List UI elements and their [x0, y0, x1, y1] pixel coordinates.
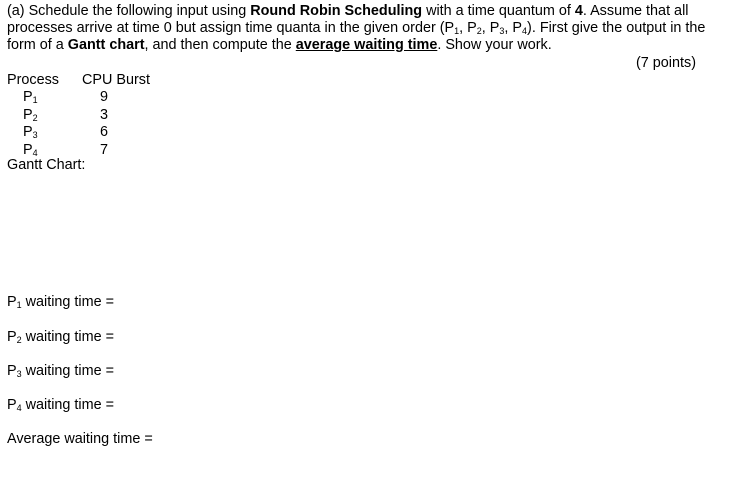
p2-waiting-time: $P_2$ waiting time = — [7, 329, 115, 345]
question-mid2: . Assume that all processes arrive at time 0 but assign time quanta in the given order (P — [7, 3, 689, 36]
table-header — [7, 72, 150, 89]
question-mid3: ). First give the output in the form of a — [7, 20, 706, 53]
process-name: $P_4$ — [23, 141, 38, 158]
cpu-burst-value: 3 — [100, 106, 109, 123]
points-label: (7 points) — [636, 55, 696, 71]
question-mid4: , and then compute the — [144, 37, 296, 53]
average-waiting-time: Average waiting time = — [7, 431, 153, 447]
cpu-burst-value: 9 — [100, 89, 109, 105]
order-sub-1: 1 — [454, 26, 460, 36]
order-sub-2: 2 — [476, 26, 482, 36]
average-waiting-time-bold: average waiting time — [295, 37, 438, 53]
question-prefix: (a) Schedule the following input using — [7, 3, 251, 19]
cpu-burst-value: 7 — [100, 141, 109, 158]
p4-waiting-time: $P_4$ waiting time = — [7, 397, 115, 413]
gantt-chart-bold: Gantt chart — [67, 37, 145, 53]
algorithm-name: Round Robin Scheduling — [250, 3, 423, 19]
order-sub-4: 4 — [522, 26, 528, 36]
question-text: (a) Schedule the following input using Round Robin Scheduling with a time quantum of 4. Assume that all processes arrive at time 0 but assign time quanta in the given order ($P_1$, $P_2$, $P_3$, $P_4$). First give the output in the form of a Gantt chart, and then compute the average waiting time. Show your work. — [7, 3, 706, 53]
question-suffix: . Show your work. — [437, 37, 552, 53]
process-name: $P_2$ — [23, 106, 38, 123]
time-quantum: 4 — [574, 3, 583, 19]
order-sub-3: 3 — [499, 26, 505, 36]
process-name: $P_1$ — [23, 89, 38, 105]
col-cpu-burst: CPU Burst — [82, 72, 150, 88]
p1-waiting-time: $P_1$ waiting time = — [7, 294, 115, 310]
p3-waiting-time: $P_3$ waiting time = — [7, 363, 115, 379]
question-mid1: with a time quantum of — [422, 3, 575, 19]
cpu-burst-value: 6 — [100, 124, 109, 140]
col-process: Process — [7, 72, 59, 88]
gantt-chart-label: Gantt Chart: — [7, 157, 86, 173]
process-name: $P_3$ — [23, 124, 38, 140]
